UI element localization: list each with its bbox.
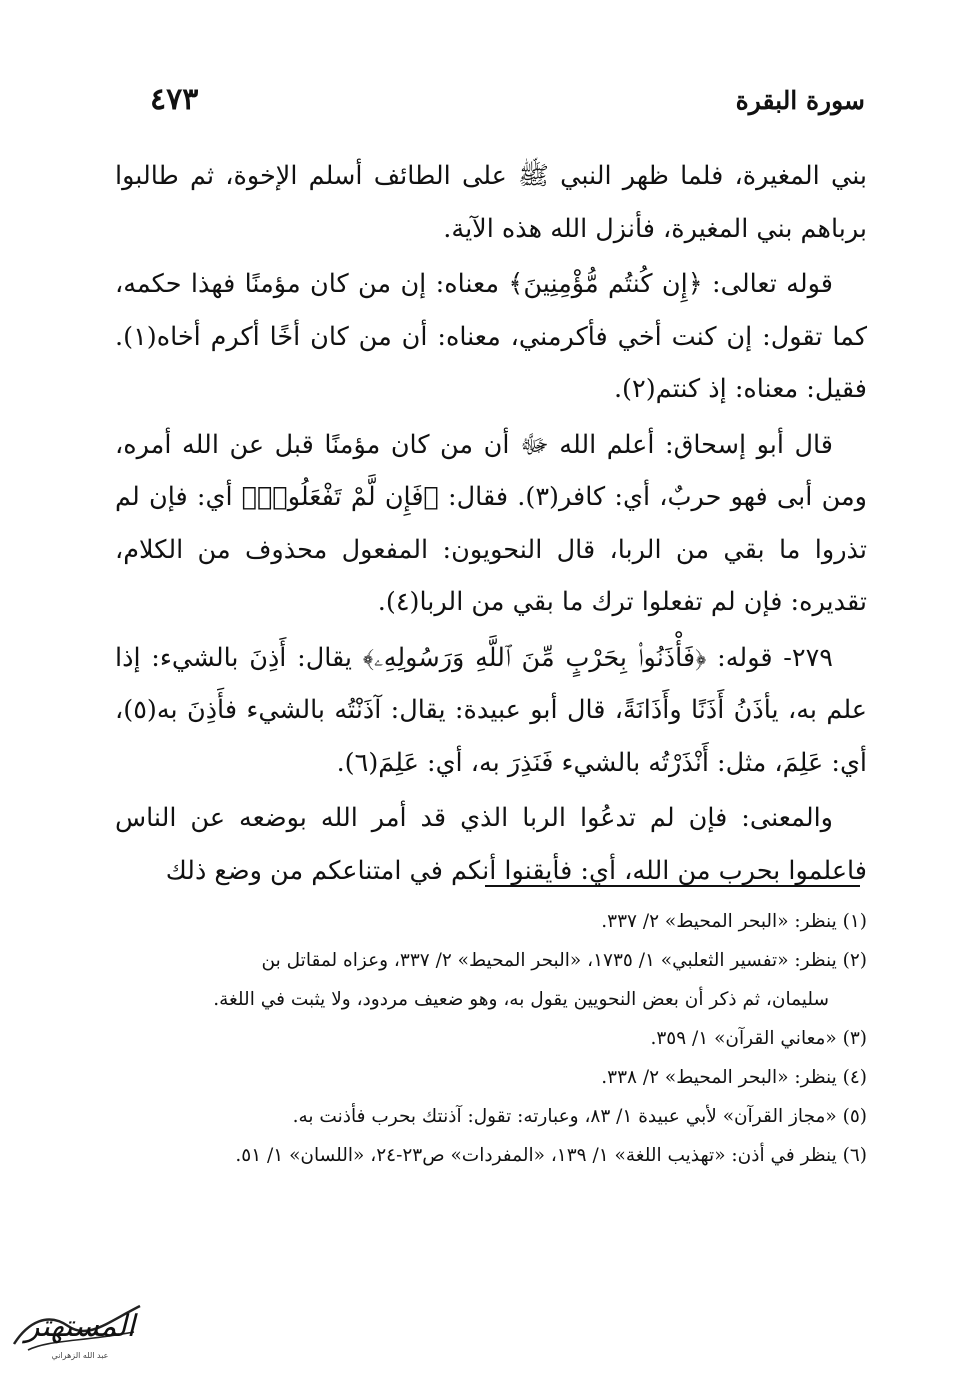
footnote-divider xyxy=(485,885,860,887)
main-text xyxy=(115,150,867,897)
footnote-5: (٥) «مجاز القرآن» لأبي عبيدة ١/ ٨٣، وعبارته: تقول: آذنتك بحرب فأذنت به. xyxy=(292,1106,867,1127)
footnote-3: (٣) «معاني القرآن» ١/ ٣٥٩. xyxy=(650,1028,867,1049)
paragraph-5: والمعنى: فإن لم تدعُوا الربا الذي قد أمر الله بوضعه عن الناس فاعلموا بحرب من الله، أي: فأيقنوا أنكم في امتناعكم من وضع ذلك xyxy=(115,803,867,886)
paragraph-1: بني المغيرة، فلما ظهر النبي ﷺ على الطائف أسلم الإخوة، ثم طالبوا برباهم بني المغيرة، فأنزل الله هذه الآية. xyxy=(115,161,867,244)
footnote-2-continuation: سليمان، ثم ذكر أن بعض النحويين يقول به، وهو ضعيف مردود، ولا يثبت في اللغة. xyxy=(213,989,829,1010)
footnote-4: (٤) ينظر: «البحر المحيط» ٢/ ٣٣٨. xyxy=(601,1067,867,1088)
logo-subtext: عبد الله الزهراني xyxy=(51,1351,109,1360)
footnote-2-continued xyxy=(115,980,867,1019)
running-header xyxy=(150,80,865,124)
footnote-6: (٦) ينظر في أذن: «تهذيب اللغة» ١/ ١٣٩، «المفردات» ص٢٣-٢٤، «اللسان» ١/ ٥١. xyxy=(235,1145,867,1166)
page-number: ٤٧٣ xyxy=(150,82,199,117)
surah-title: سورة البقرة xyxy=(735,86,865,115)
publisher-logo xyxy=(8,1292,153,1364)
footnote-1: (١) ينظر: «البحر المحيط» ٢/ ٣٣٧. xyxy=(601,911,867,932)
paragraph-4: ٢٧٩- قوله: ﴿فَأْذَنُوا۟ بِحَرْبٍ مِّنَ ٱللَّهِ وَرَسُولِهِۦ﴾ يقال: أَذِنَ بالشيء: إذا علم به، يأذَنُ أَذَنًا وأَذَانَةً، قال أبو عبيدة: يقال: آذَنْتُه بالشيء فأَذِنَ به(٥)، أي: عَلِمَ، مثل: أَنْذَرْتُه بالشيء فَنَذِرَ به، أي: عَلِمَ(٦). xyxy=(115,642,867,778)
footnotes xyxy=(115,902,867,1175)
paragraph-3: قال أبو إسحاق: أعلم الله ﷻ أن من كان مؤمنًا قبل عن الله أمره، ومن أبى فهو حربٌ، أي: كافر(٣). فقال: ﴿فَإِن لَّمْ تَفْعَلُوا۟﴾ أي: فإن لم تذروا ما بقي من الربا، قال النحويون: المفعول محذوف من الكلام، تقديره: فإن لم تفعلوا ترك ما بقي من الربا(٤). xyxy=(115,429,867,617)
logo-text: المستهتر xyxy=(24,1309,136,1344)
paragraph-2: قوله تعالى: ﴿إِن كُنتُم مُّؤْمِنِينَ﴾ معناه: إن من كان مؤمنًا فهذا حكمه، كما تقول: إن كنت أخي فأكرمني، معناه: أن من كان أخًا أكرم أخاه(١). فقيل: معناه: إذ كنتم(٢). xyxy=(115,269,867,404)
footnote-2: (٢) ينظر: «تفسير الثعلبي» ١/ ١٧٣٥، «البحر المحيط» ٢/ ٣٣٧، وعزاه لمقاتل بن xyxy=(261,950,867,971)
